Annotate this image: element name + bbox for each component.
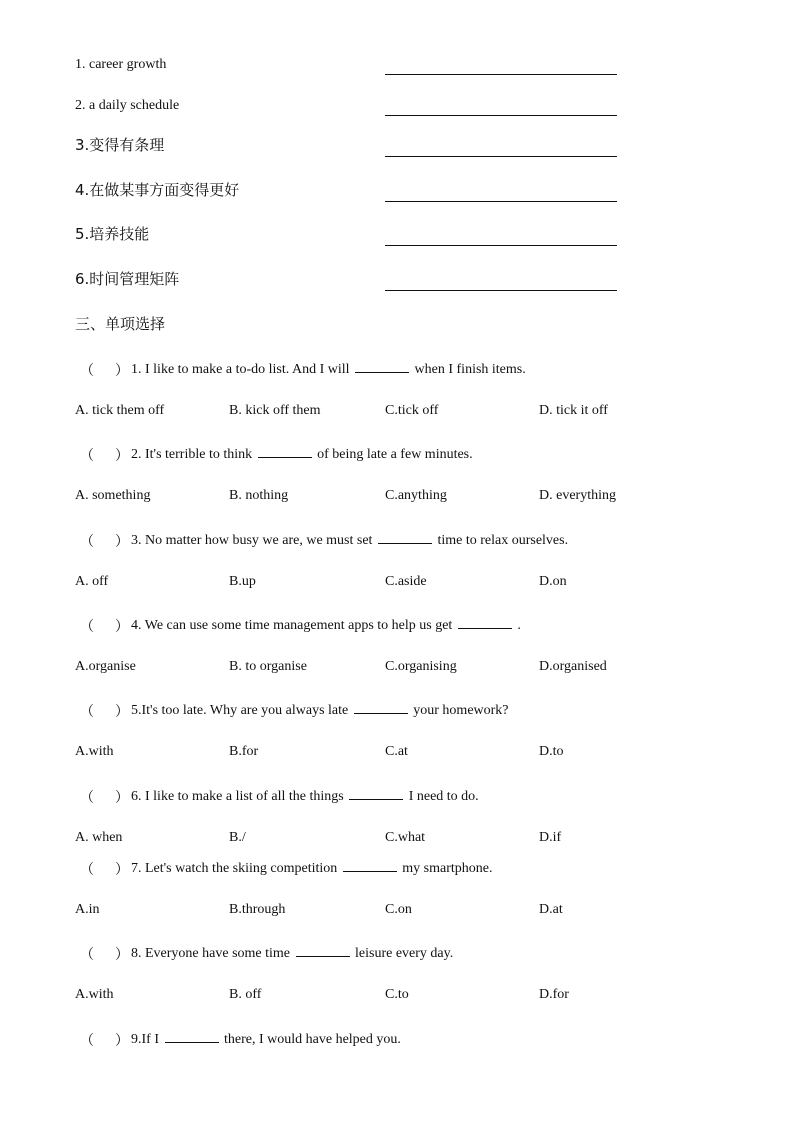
question-text: 6. I like to make a list of all the things I need to do. [131,789,479,804]
option-d[interactable]: D.on [539,574,567,589]
vocab-row [75,133,620,157]
answer-paren-close: ） [115,364,129,379]
question-text: 5.It's too late. Why are you always late your homework? [131,703,509,718]
option-b[interactable]: B./ [229,830,246,845]
option-a[interactable]: A. off [75,574,109,589]
vocab-term: 1. career growth [75,57,167,72]
options-row [75,659,715,679]
answer-line[interactable] [385,225,617,246]
blank-line[interactable] [165,1030,219,1043]
blank-line[interactable] [296,944,350,957]
option-d[interactable]: D.to [539,744,564,759]
answer-line[interactable] [385,95,617,116]
answer-paren-close: ） [115,535,129,550]
vocab-term: 3.变得有条理 [75,136,165,154]
answer-paren-close: ） [115,948,129,963]
question-text: 7. Let's watch the skiing competition my smartphone. [131,861,493,876]
options-row [75,574,715,594]
answer-paren-close: ） [115,791,129,806]
question-text: 8. Everyone have some time leisure every day. [131,946,454,961]
option-c[interactable]: C.anything [385,488,447,503]
vocab-term: 2. a daily schedule [75,98,180,113]
question-text: 9.If I there, I would have helped you. [131,1032,401,1047]
answer-line[interactable] [385,136,617,157]
option-a[interactable]: A.with [75,987,114,1002]
options-row [75,744,715,764]
option-d[interactable]: D. everything [539,488,616,503]
blank-line[interactable] [349,787,403,800]
answer-line[interactable] [385,54,617,75]
option-a[interactable]: A. tick them off [75,403,165,418]
answer-paren-open: （ [80,535,94,550]
answer-paren-open: （ [80,620,94,635]
option-a[interactable]: A. something [75,488,151,503]
option-d[interactable]: D.at [539,902,563,917]
option-d[interactable]: D.organised [539,659,607,674]
option-c[interactable]: C.to [385,987,409,1002]
blank-line[interactable] [378,531,432,544]
answer-paren-open: （ [80,791,94,806]
option-b[interactable]: B.for [229,744,259,759]
option-b[interactable]: B. nothing [229,488,289,503]
blank-line[interactable] [355,360,409,373]
option-d[interactable]: D.if [539,830,562,845]
option-b[interactable]: B. kick off them [229,403,321,418]
blank-line[interactable] [343,859,397,872]
options-row [75,830,715,850]
answer-paren-close: ） [115,449,129,464]
option-b[interactable]: B. to organise [229,659,307,674]
question-text: 4. We can use some time management apps to help us get . [131,618,521,633]
option-c[interactable]: C.what [385,830,426,845]
options-row [75,403,715,423]
option-c[interactable]: C.tick off [385,403,439,418]
answer-paren-close: ） [115,863,129,878]
vocab-term: 4.在做某事方面变得更好 [75,181,240,199]
answer-paren-close: ） [115,705,129,720]
answer-paren-open: （ [80,364,94,379]
section-title: 三、单项选择 [75,315,166,333]
option-a[interactable]: A.in [75,902,100,917]
blank-line[interactable] [258,445,312,458]
option-b[interactable]: B.up [229,574,256,589]
option-c[interactable]: C.at [385,744,408,759]
option-c[interactable]: C.on [385,902,412,917]
vocab-row [75,51,620,75]
option-d[interactable]: D. tick it off [539,403,608,418]
option-b[interactable]: B.through [229,902,286,917]
blank-line[interactable] [458,616,512,629]
answer-paren-close: ） [115,620,129,635]
answer-paren-close: ） [115,1034,129,1049]
vocab-row [75,178,620,202]
answer-paren-open: （ [80,705,94,720]
vocab-row [75,267,620,291]
option-c[interactable]: C.aside [385,574,427,589]
vocab-term: 5.培养技能 [75,225,150,243]
options-row [75,902,715,922]
option-b[interactable]: B. off [229,987,262,1002]
answer-line[interactable] [385,270,617,291]
answer-paren-open: （ [80,1034,94,1049]
option-d[interactable]: D.for [539,987,569,1002]
option-a[interactable]: A.organise [75,659,136,674]
question-text: 1. I like to make a to-do list. And I will when I finish items. [131,362,526,377]
option-a[interactable]: A.with [75,744,114,759]
vocab-row [75,92,620,116]
answer-paren-open: （ [80,948,94,963]
options-row [75,488,715,508]
option-a[interactable]: A. when [75,830,123,845]
vocab-row [75,222,620,246]
options-row [75,987,715,1007]
answer-line[interactable] [385,181,617,202]
blank-line[interactable] [354,701,408,714]
question-text: 2. It's terrible to think of being late a few minutes. [131,447,473,462]
vocab-term: 6.时间管理矩阵 [75,270,180,288]
answer-paren-open: （ [80,863,94,878]
option-c[interactable]: C.organising [385,659,457,674]
question-text: 3. No matter how busy we are, we must set time to relax ourselves. [131,533,569,548]
answer-paren-open: （ [80,449,94,464]
